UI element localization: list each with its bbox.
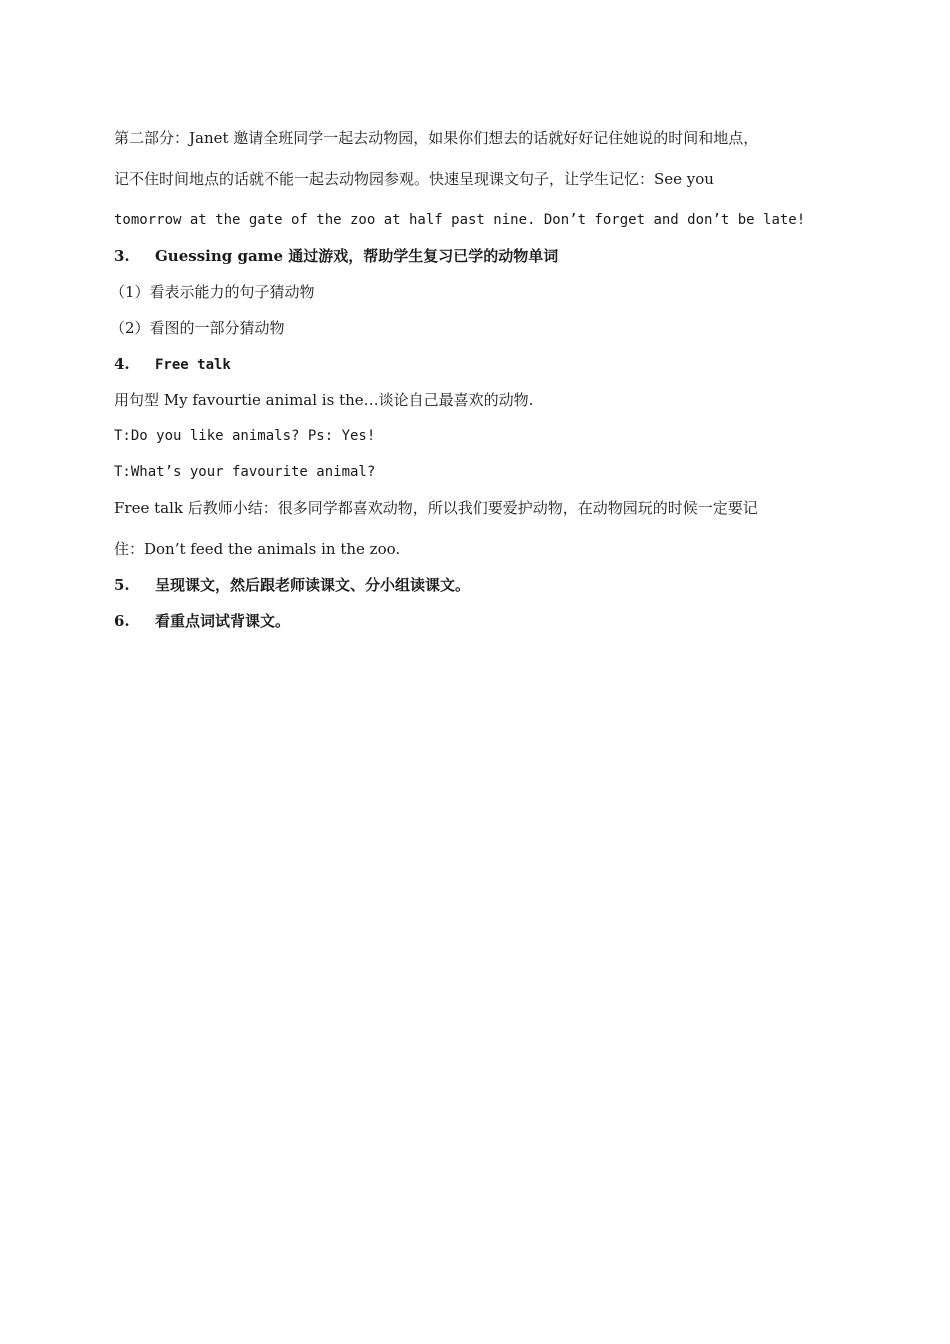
list-item-3	[114, 246, 558, 266]
dialog-line-2: T:What’s your favourite animal?	[114, 464, 376, 480]
paragraph-part-two-line-3: tomorrow at the gate of the zoo at half past nine. Don’t forget and don’t be late!	[114, 212, 806, 228]
sub-item-1: （1）看表示能力的句子猜动物	[110, 283, 315, 301]
list-item-6	[114, 611, 290, 631]
list-item-6-text: 看重点词试背课文。	[155, 612, 291, 630]
list-item-4	[114, 354, 231, 375]
list-item-3-number: 3.	[114, 247, 130, 265]
list-item-5	[114, 575, 470, 595]
list-item-5-text: 呈现课文，然后跟老师读课文、分小组读课文。	[155, 576, 471, 594]
dialog-line-1: T:Do you like animals? Ps: Yes!	[114, 428, 376, 444]
list-item-4-number: 4.	[114, 355, 130, 373]
paragraph-part-two-line-2: 记不住时间地点的话就不能一起去动物园参观。快速呈现课文句子，让学生记忆：See you	[114, 170, 714, 188]
list-item-5-number: 5.	[114, 576, 130, 594]
sub-item-2: （2）看图的一部分猜动物	[110, 319, 285, 337]
list-item-4-text: Free talk	[155, 357, 231, 373]
list-item-6-number: 6.	[114, 612, 130, 630]
list-item-3-text: Guessing game 通过游戏，帮助学生复习已学的动物单词	[155, 247, 559, 265]
paragraph-part-two-line-1: 第二部分：Janet 邀请全班同学一起去动物园，如果你们想去的话就好好记住她说的时间和地点，	[114, 129, 759, 147]
summary-line-1: Free talk 后教师小结：很多同学都喜欢动物，所以我们要爱护动物，在动物园玩的时候一定要记	[114, 499, 758, 517]
sentence-pattern-line: 用句型 My favourtie animal is the…谈论自己最喜欢的动物.	[114, 391, 534, 409]
summary-line-2: 住：Don’t feed the animals in the zoo.	[114, 540, 401, 558]
